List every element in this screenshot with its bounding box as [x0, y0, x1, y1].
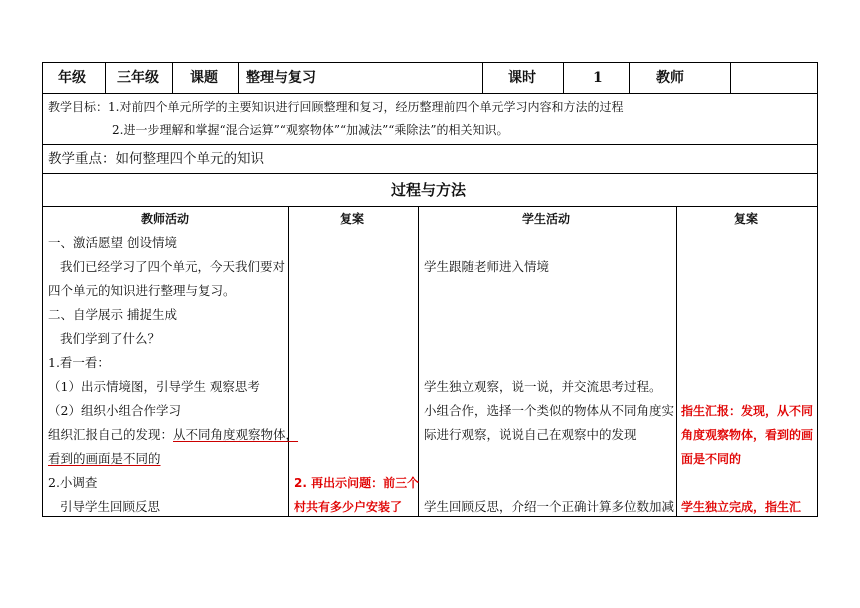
- rule: [238, 62, 239, 93]
- teacher-line: 一、激活愿望 创设情境: [48, 235, 177, 250]
- teacher-line: （1）出示情境图，引导学生 观察思考: [48, 379, 260, 394]
- teacher-line: 我们已经学习了四个单元，今天我们要对: [60, 259, 286, 274]
- teacher-line: 二、自学展示 捕捉生成: [48, 307, 177, 322]
- period-label: 课时: [508, 70, 536, 86]
- student-line: 小组合作，选择一个类似的物体从不同角度实: [424, 403, 675, 418]
- student-line: 学生回顾反思，介绍一个正确计算多位数加减: [424, 499, 675, 514]
- rule: [676, 206, 677, 517]
- review2-note: 学生独立完成，指生汇: [681, 500, 802, 514]
- teacher-line: （2）组织小组合作学习: [48, 403, 181, 418]
- teacher-line: 1.看一看：: [48, 355, 110, 370]
- student-line: 学生独立观察，说一说，并交流思考过程。: [424, 379, 662, 394]
- rule: [105, 62, 106, 93]
- teacher-line-underlined: 看到的画面是不同的: [48, 451, 161, 466]
- rule: [42, 62, 818, 63]
- column-header-review2: 复案: [734, 212, 759, 226]
- column-header-review1: 复案: [340, 212, 365, 226]
- rule: [42, 206, 818, 207]
- teacher-line: 我们学到了什么？: [60, 331, 161, 346]
- grade-label: 年级: [58, 70, 86, 86]
- topic-label: 课题: [190, 70, 218, 86]
- review1-note: 2. 再出示问题：前三个: [294, 476, 420, 490]
- goal-line-1: 教学目标：1.对前四个单元所学的主要知识进行回顾整理和复习，经历整理前四个单元学习内容和方法的过程: [48, 100, 624, 114]
- column-header-teacher: 教师活动: [141, 212, 190, 226]
- rule: [288, 206, 289, 517]
- student-line: 际进行观察，说说自己在观察中的发现: [424, 427, 637, 442]
- teacher-line-underlined: 从不同角度观察物体，: [173, 427, 299, 442]
- rule: [42, 93, 818, 94]
- teacher-line: 2.小调查: [48, 475, 98, 490]
- rule: [42, 516, 818, 517]
- review2-note: 指生汇报：发现，从不同: [681, 404, 814, 418]
- rule: [42, 144, 818, 145]
- topic-value: 整理与复习: [246, 70, 316, 86]
- rule: [730, 62, 731, 93]
- grade-value: 三年级: [117, 70, 159, 86]
- review1-note: 村共有多少户安装了: [294, 500, 403, 514]
- teacher-line: 四个单元的知识进行整理与复习。: [48, 283, 236, 298]
- rule: [817, 62, 818, 517]
- goal-line-2: 2.进一步理解和掌握“混合运算”“观察物体”“加减法”“乘除法”的相关知识。: [112, 123, 509, 137]
- key-point: 教学重点：如何整理四个单元的知识: [48, 151, 264, 167]
- rule: [629, 62, 630, 93]
- rule: [42, 173, 818, 174]
- section-title: 过程与方法: [391, 181, 467, 199]
- student-line: 学生跟随老师进入情境: [424, 259, 550, 274]
- rule: [172, 62, 173, 93]
- teacher-label: 教师: [656, 70, 684, 86]
- teacher-line: [48, 427, 298, 443]
- period-value: 1: [593, 70, 603, 86]
- column-header-student: 学生活动: [522, 212, 571, 226]
- rule: [563, 62, 564, 93]
- review2-note: 面是不同的: [681, 452, 742, 466]
- teacher-line-part: 组织汇报自己的发现：: [48, 427, 174, 442]
- rule: [418, 206, 419, 517]
- review2-note: 角度观察物体，看到的画: [681, 428, 814, 442]
- rule: [42, 62, 43, 517]
- teacher-line: 引导学生回顾反思: [60, 499, 161, 514]
- rule: [482, 62, 483, 93]
